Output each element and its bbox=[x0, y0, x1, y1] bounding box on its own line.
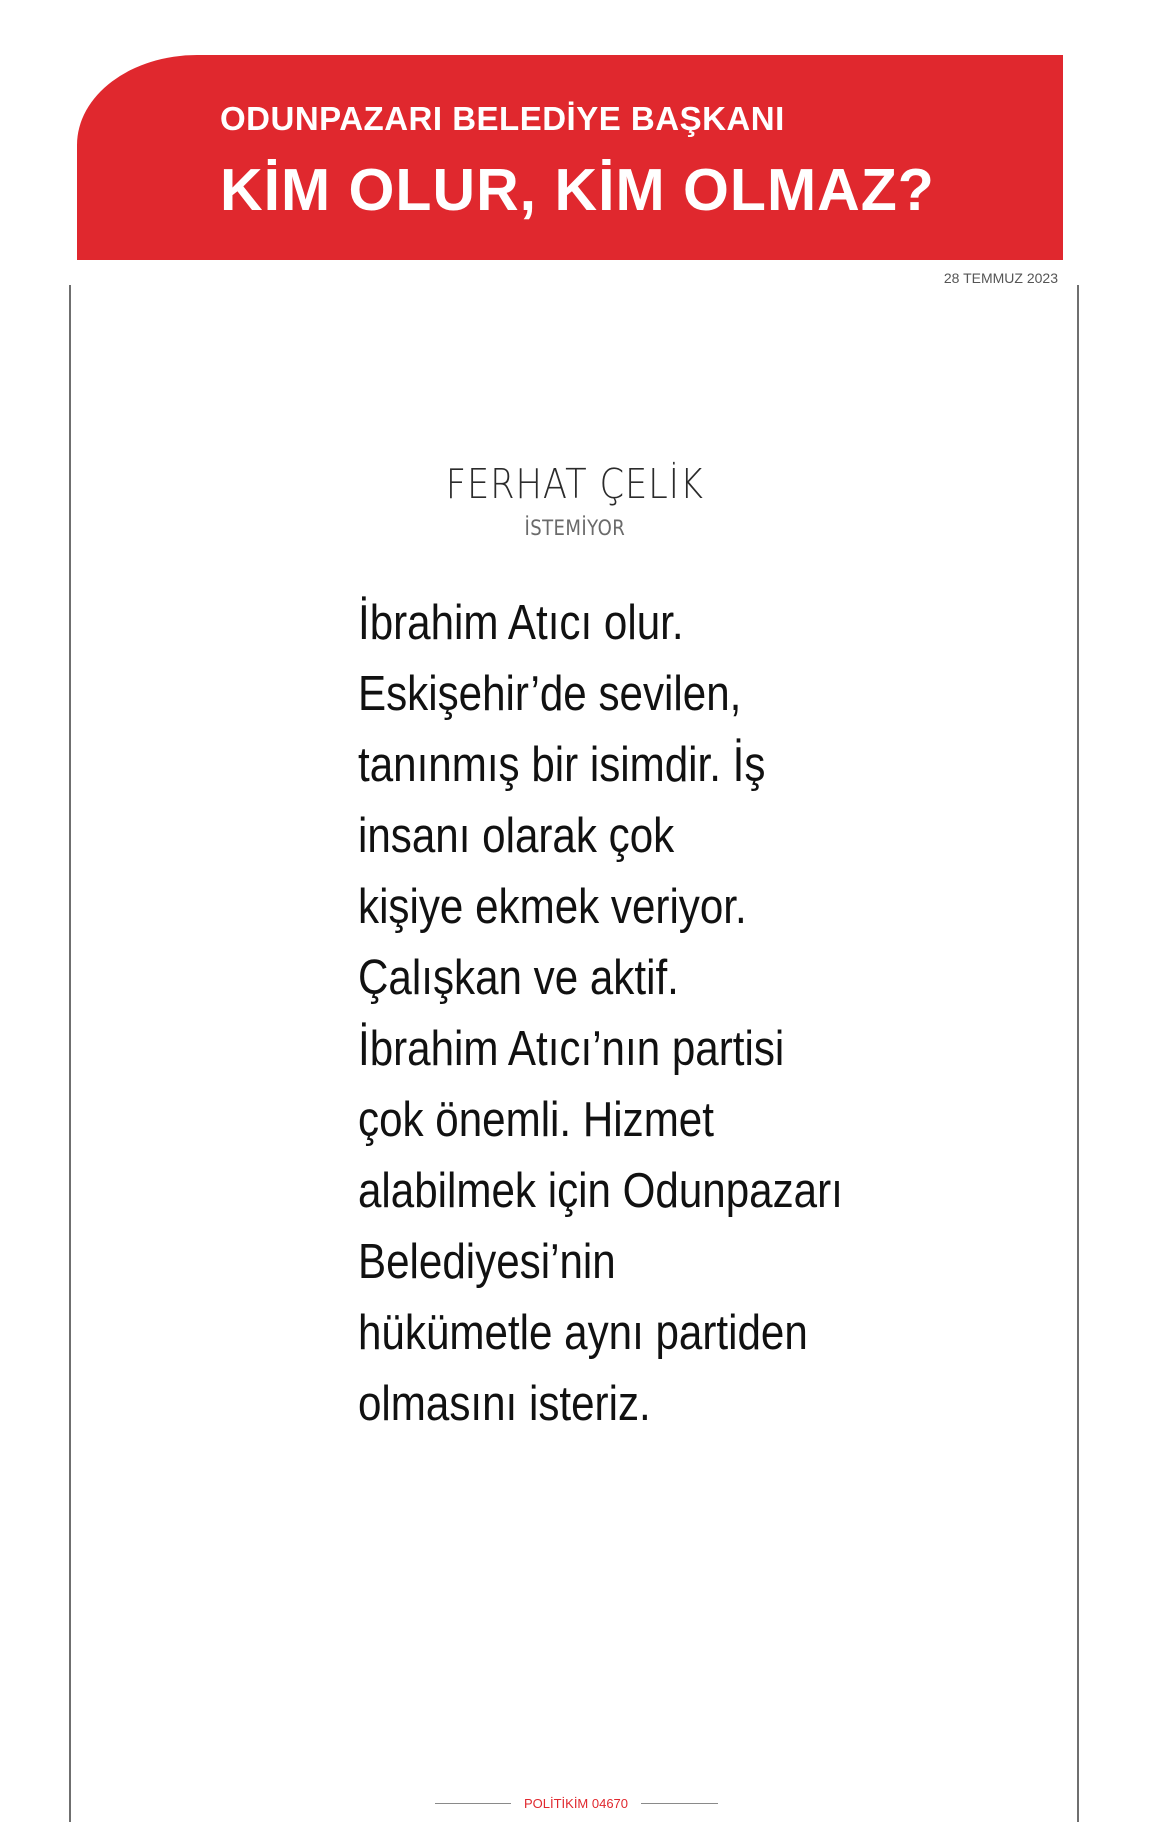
publication-date: 28 TEMMUZ 2023 bbox=[943, 270, 1058, 286]
quote-line: çok önemli. Hizmet bbox=[358, 1093, 714, 1147]
quote-line: İbrahim Atıcı olur. bbox=[358, 596, 684, 650]
quote-line: kişiye ekmek veriyor. bbox=[358, 880, 747, 934]
quote-line: İbrahim Atıcı’nın partisi bbox=[358, 1022, 785, 1076]
header-subtitle: ODUNPAZARI BELEDİYE BAŞKANI bbox=[220, 100, 785, 137]
footer-divider-left bbox=[435, 1803, 511, 1804]
footer-label: POLİTİKİM 04670 bbox=[523, 1796, 629, 1811]
author-name: FERHAT ÇELİK bbox=[445, 460, 704, 508]
footer-divider-right bbox=[641, 1803, 718, 1804]
frame-right-border bbox=[1077, 285, 1079, 1822]
author-stance-tag: İSTEMİYOR bbox=[524, 516, 626, 540]
header-banner bbox=[77, 55, 1063, 260]
quote-line: Eskişehir’de sevilen, bbox=[358, 667, 742, 721]
quote-line: hükümetle aynı partiden bbox=[358, 1306, 808, 1360]
frame-left-border bbox=[69, 285, 71, 1822]
quote-line: Belediyesi’nin bbox=[358, 1235, 616, 1289]
quote-text bbox=[358, 588, 918, 1440]
quote-line: tanınmış bir isimdir. İş bbox=[358, 738, 766, 792]
quote-line: olmasını isteriz. bbox=[358, 1377, 651, 1431]
quote-line: insanı olarak çok bbox=[358, 809, 675, 863]
header-title: KİM OLUR, KİM OLMAZ? bbox=[220, 157, 935, 223]
quote-line: alabilmek için Odunpazarı bbox=[358, 1164, 843, 1218]
quote-line: Çalışkan ve aktif. bbox=[358, 951, 679, 1005]
